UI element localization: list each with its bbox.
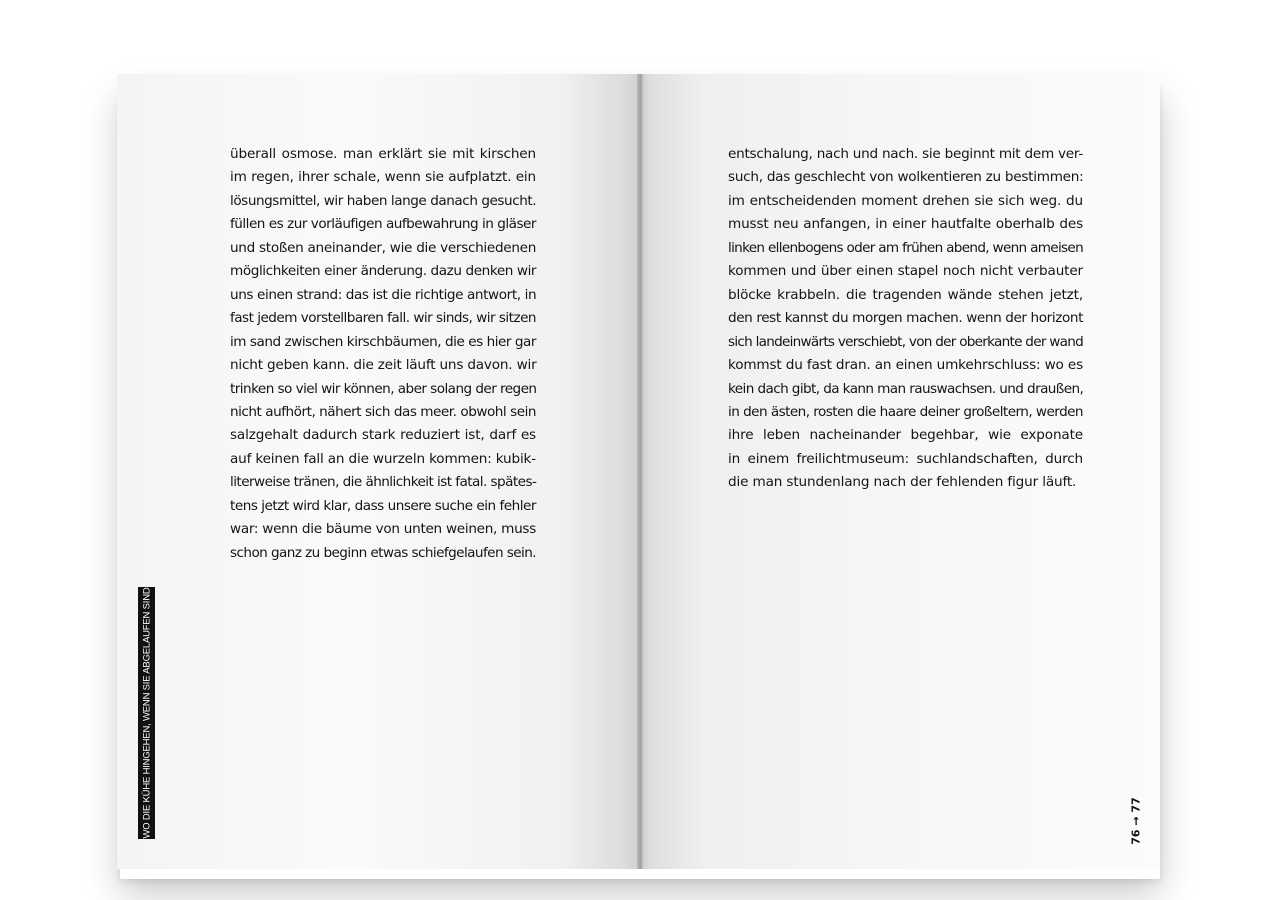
- page-number: [1126, 796, 1146, 846]
- text-line: im sand zwischen kirschbäumen, die es hier gar: [230, 333, 536, 350]
- text-line: nicht aufhört, nähert sich das meer. obwohl sein: [230, 403, 536, 420]
- text-line: den rest kannst du morgen machen. wenn der horizont: [728, 310, 1083, 327]
- text-line: trinken so viel wir können, aber solang der regen: [230, 380, 537, 397]
- text-line: in einem freilichtmuseum: suchlandschaften, durch: [728, 450, 1083, 467]
- book-spine-gutter: [637, 74, 643, 869]
- text-line: schon ganz zu beginn etwas schiefgelaufen sein.: [230, 544, 537, 561]
- text-line: kein dach gibt, da kann man rauswachsen. und draußen,: [728, 380, 1084, 397]
- text-line: such, das geschlecht von wolkentieren zu bestimmen:: [728, 169, 1084, 186]
- text-line: kommst du fast dran. an einen umkehrschluss: wo es: [728, 357, 1083, 374]
- running-title-bar: [138, 587, 155, 839]
- text-line: salzgehalt dadurch stark reduziert ist, darf es: [230, 427, 536, 444]
- text-line: füllen es zur vorläufigen aufbewahrung in gläser: [230, 216, 536, 233]
- text-line: und stoßen aneinander, wie die verschiedenen: [230, 239, 536, 256]
- text-line: linken ellenbogens oder am frühen abend, wenn ameisen: [728, 239, 1083, 256]
- text-line: tens jetzt wird klar, dass unsere suche ein fehler: [230, 497, 537, 514]
- text-line: musst neu anfangen, in einer hautfalte oberhalb des: [728, 216, 1083, 233]
- text-line: überall osmose. man erklärt sie mit kirschen: [230, 146, 536, 162]
- page-number-text: 76 → 77: [1129, 797, 1143, 845]
- left-page-body-text: [230, 143, 536, 565]
- text-line: blöcke krabbeln. die tragenden wände stehen jetzt,: [728, 286, 1083, 303]
- right-page-body-text: [728, 143, 1083, 495]
- text-line: ihre leben nacheinander begehbar, wie exponate: [728, 427, 1083, 444]
- text-line: nicht geben kann. die zeit läuft uns davon. wir: [230, 357, 537, 374]
- text-line: war: wenn die bäume von unten weinen, muss: [230, 521, 536, 538]
- text-line: in den ästen, rosten die haare deiner großeltern, werden: [728, 403, 1083, 420]
- text-line: lösungsmittel, wir haben lange danach gesucht.: [230, 192, 537, 209]
- text-line: im entscheidenden moment drehen sie sich weg. du: [728, 192, 1083, 209]
- running-title-text: WO DIE KÜHE HINGEHEN, WENN SIE ABGELAUFEN SIND: [141, 587, 152, 839]
- text-line: die man stundenlang nach der fehlenden figur läuft.: [728, 474, 1077, 491]
- text-line: entschalung, nach und nach. sie beginnt mit dem ver-: [728, 146, 1083, 162]
- text-line: sich landeinwärts verschiebt, von der oberkante der wand: [728, 333, 1083, 350]
- text-line: uns einen strand: das ist die richtige antwort, in: [230, 286, 537, 303]
- text-line: kommen und über einen stapel noch nicht verbauter: [728, 263, 1083, 280]
- text-line: auf keinen fall an die wurzeln kommen: kubik-: [230, 450, 536, 467]
- left-page: [117, 74, 640, 869]
- right-page: [640, 74, 1160, 869]
- text-line: fast jedem vorstellbaren fall. wir sinds, wir sitzen: [230, 310, 536, 327]
- text-line: möglichkeiten einer änderung. dazu denken wir: [230, 263, 537, 280]
- text-line: im regen, ihrer schale, wenn sie aufplatzt. ein: [230, 169, 536, 186]
- text-line: literweise tränen, die ähnlichkeit ist fatal. spätes-: [230, 474, 537, 491]
